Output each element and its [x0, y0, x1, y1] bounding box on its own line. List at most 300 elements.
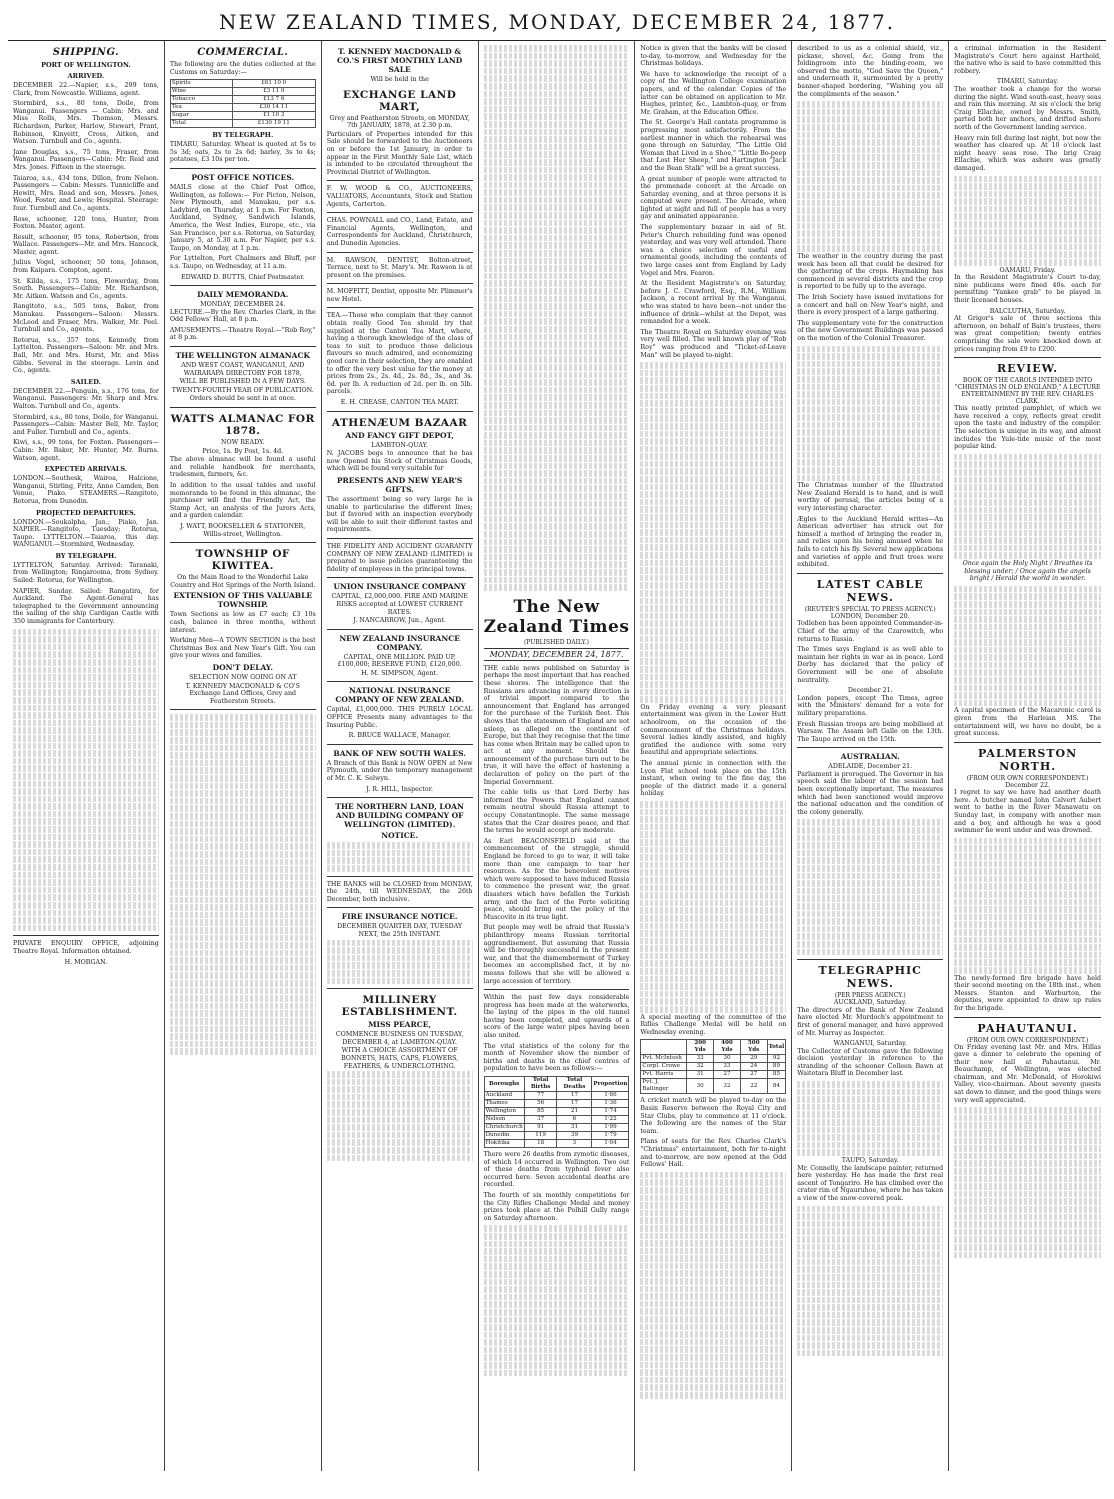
text-line [484, 288, 630, 295]
text-line [484, 75, 630, 82]
text-line [640, 560, 786, 567]
section-heading: COMMERCIAL. [197, 47, 289, 58]
text-line [170, 805, 316, 812]
text-line [170, 957, 316, 964]
text-line [484, 1317, 630, 1324]
text-line [13, 788, 159, 795]
text-line [797, 467, 943, 474]
paragraph: The Theatre Royal on Saturday evening was very well filled. The well known play of "Rob Roy" was produced and "Ticket-of-Leave Man" will be played to-night. [640, 328, 787, 359]
text-line [954, 921, 1101, 928]
text-line [170, 980, 316, 987]
text-line [170, 828, 316, 835]
text-line [954, 586, 1101, 593]
paragraph: On Friday evening a very pleasant entertainment was given in the Lower Hutt schoolroom, on the occasion of the commencement of the Christmas holidays. Several ladies kindly assisted, and highly gratified the audience with some very beautiful and appropriate selections. [640, 703, 787, 757]
text-line [640, 1346, 786, 1353]
nz-insurance-line: CAPITAL, ONE MILLION. PAID UP, £100,000; RESERVE FUND, £120,000. [337, 653, 462, 669]
paragraph: AMUSEMENTS.—Theatre Royal.—"Rob Roy," at 8 p.m. [169, 326, 316, 342]
text-line [13, 781, 159, 788]
millinery-name: MISS PEARCE, [368, 1020, 432, 1030]
text-line [954, 952, 1101, 959]
paragraph: The cable tells us that Lord Derby has informed the Powers that England cannot remain neutral should Russia attempt to occupy Constantinople. The same message states that the Czar desires peace, and that the terms he would accept are moderate. [483, 789, 630, 835]
nz-insurance-agent: H. M. SIMPSON, Agent. [361, 669, 439, 677]
text-line [170, 1048, 316, 1055]
text-line [640, 628, 786, 635]
text-line [797, 147, 943, 154]
ad-wood: F. W. WOOD & CO., AUCTIONEERS, VALUATORS, Accountants, Stock and Station Agents, Carterton. [326, 185, 473, 208]
text-line [640, 877, 786, 884]
column-provincial [949, 41, 1106, 1471]
text-line [640, 400, 786, 407]
ad-banks-closed: THE BANKS will be CLOSED from MONDAY, the 24th, till WEDNESDAY, the 26th December, both inclusive. [326, 880, 473, 903]
text-line [13, 735, 159, 742]
text-line [954, 213, 1101, 220]
text-line [484, 227, 630, 234]
text-line [640, 393, 786, 400]
land-sale-title: T. KENNEDY MACDONALD & CO.'S FIRST MONTHLY LAND SALE [337, 47, 463, 74]
post-office-heading: POST OFFICE NOTICES. [191, 172, 295, 182]
divider [170, 542, 316, 543]
text-line [954, 944, 1101, 951]
text-line [484, 341, 630, 348]
text-line [954, 251, 1101, 258]
review-heading: REVIEW. [997, 362, 1059, 376]
paragraph: Capital, £1,000,000. THIS PURELY LOCAL OFFICE Presents many advantages to the Insuring Public. [326, 706, 473, 729]
text-line [640, 991, 786, 998]
text-line [797, 819, 943, 826]
text-line [954, 492, 1101, 499]
paragraph: Heavy rain fell during last night, but now the weather has cleared up. At 10 o'clock last night heavy seas rose. The brig Craig Ellachie, which was ashore was greatly damaged. [954, 134, 1101, 172]
text-line [484, 1324, 630, 1331]
text-line [954, 198, 1101, 205]
text-line [13, 849, 159, 856]
text-line [954, 1138, 1101, 1145]
watts-price: Price, 1s. By Post, 1s. 4d. [202, 447, 284, 455]
text-line [640, 1187, 786, 1194]
text-line [484, 1256, 630, 1263]
text-line [484, 45, 630, 52]
divider [327, 411, 473, 412]
table-row [641, 1063, 786, 1071]
text-line [640, 468, 786, 475]
text-line [170, 729, 316, 736]
text-line [484, 372, 630, 379]
text-line [797, 1342, 943, 1349]
table-row [170, 112, 315, 120]
text-line [484, 394, 630, 401]
divider [327, 252, 473, 253]
text-line [797, 1236, 943, 1243]
text-line [170, 1018, 316, 1025]
table-cell: Pvt. J. Ballinger [641, 1079, 687, 1094]
text-line [797, 835, 943, 842]
text-line [797, 475, 943, 482]
text-line [484, 1370, 630, 1377]
table-cell: 22 [740, 1079, 767, 1094]
paragraph: Julius Vogel, schooner, 50 tons, Johnson, from Kaipara. Compton, agent. [13, 259, 159, 275]
text-line [484, 1332, 630, 1339]
text-line [797, 1127, 943, 1134]
divider [327, 212, 473, 213]
text-line [954, 1236, 1101, 1243]
text-line [797, 1119, 943, 1126]
table-cell: Nelson [484, 1116, 524, 1124]
township-line: SELECTION NOW GOING ON AT [189, 673, 297, 681]
text-line [640, 582, 786, 589]
divider [13, 935, 159, 936]
table-row [641, 1055, 786, 1063]
text-line [640, 907, 786, 914]
table-cell: Total Deaths [557, 1077, 592, 1092]
text-line [484, 501, 630, 508]
text-line [640, 605, 786, 612]
table-cell: 500 Yds [740, 1040, 767, 1055]
text-line [484, 159, 630, 166]
text-line [954, 221, 1101, 228]
text-line [13, 750, 159, 757]
divider [327, 876, 473, 877]
text-line [640, 983, 786, 990]
text-line [484, 387, 630, 394]
text-line [13, 636, 159, 643]
subheading: EXPECTED ARRIVALS. [44, 465, 128, 474]
paragraph: The Christmas number of the Illustrated New Zealand Herald is to hand, and is well worthy of perusal, the articles being of a very interesting character. [797, 482, 944, 513]
ad-signature: H. MORGAN. [64, 958, 108, 966]
text-line [954, 593, 1101, 600]
text-line [170, 783, 316, 790]
dateline: TIMARU, Saturday. [996, 78, 1059, 86]
text-line [170, 935, 316, 942]
ad-tea: TEA.—Those who complain that they cannot obtain really Good Tea should try that supplied at the Canton Tea Mart, where, having a thorough knowledge of the class of teas to suit to produce those delicious flavours so much admired, and economizing good care in their selection, they are enabled to offer the very best value for the money at prices from 2s., 2s. 4d., 2s. 8d., 3s., and 3s. 6d. per lb. A reduction of 2d. per lb. on 5lb. parcels. [326, 312, 473, 396]
subheading: BY TELEGRAPH. [212, 131, 274, 140]
text-line [797, 1142, 943, 1149]
text-line [640, 590, 786, 597]
text-line [484, 554, 630, 561]
text-line [170, 859, 316, 866]
page-masthead: NEW ZEALAND TIMES, MONDAY, DECEMBER 24, 1877. [8, 8, 1106, 41]
table-row [170, 88, 315, 96]
table-header [484, 1077, 629, 1092]
text-line [170, 889, 316, 896]
text-line [954, 1191, 1101, 1198]
text-line [327, 1124, 473, 1131]
text-line [640, 674, 786, 681]
paragraph: N. JACOBS begs to announce that he has now Opened his Stock of Christmas Goods, which will be found very suitable for [326, 450, 473, 473]
carol-verse: Once again the Holy Night / Breathes its blessing under; / Once again the angels bright / Herald the world in wonder. [962, 560, 1093, 583]
cable-dateline: LONDON, December 20. [830, 612, 910, 620]
text-line [640, 1233, 786, 1240]
text-line [954, 1183, 1101, 1190]
paragraph: A Branch of this Bank is NOW OPEN at New Plymouth, under the temporary management of Mr. C. K. Selwyn. [326, 759, 473, 783]
table-cell: Wellington [484, 1108, 524, 1116]
divider [327, 180, 473, 181]
newspaper-nameplate: The New Zealand Times [483, 596, 630, 637]
text-line [954, 669, 1101, 676]
text-line [797, 1319, 943, 1326]
text-line [484, 1354, 630, 1361]
text-line [797, 1096, 943, 1103]
divider [170, 709, 316, 710]
text-line [954, 1122, 1101, 1129]
text-line [797, 857, 943, 864]
text-line [954, 514, 1101, 521]
text-line [797, 437, 943, 444]
text-line [327, 1109, 473, 1116]
township-line: DON'T DELAY. [212, 662, 273, 672]
text-line [13, 743, 159, 750]
text-line [640, 960, 786, 967]
text-line [797, 132, 943, 139]
text-line [484, 1241, 630, 1248]
divider [170, 407, 316, 408]
text-line [640, 1301, 786, 1308]
table-row [484, 1132, 629, 1140]
text-line [954, 477, 1101, 484]
pahautanui-heading: PAHAUTANUI. [977, 1021, 1078, 1035]
table-row [170, 120, 315, 128]
text-line [13, 811, 159, 818]
text-line [797, 200, 943, 207]
paragraph: Ægles to the Auckland Herald writes—An American advertiser has struck out for himself a method of bringing the reader in, and relies upon his being amused when he fails to catch his fly. Several new applications and varieties of apple and fruit trees were exhibited. [797, 515, 944, 569]
text-line [640, 522, 786, 529]
text-line [484, 91, 630, 98]
text-line [640, 1263, 786, 1270]
table-cell: £3 11 0 [232, 88, 315, 96]
text-line [640, 415, 786, 422]
text-line [327, 850, 473, 857]
table-cell: 1·22 [592, 1116, 629, 1124]
divider [170, 285, 316, 286]
union-insurance-title: UNION INSURANCE COMPANY [333, 582, 466, 592]
almanack-title: THE WELLINGTON ALMANACK [175, 351, 310, 361]
text-line [13, 659, 159, 666]
text-line [484, 417, 630, 424]
ad-private-enquiry: PRIVATE ENQUIRY OFFICE, adjoining Theatre Royal. Information obtained. [13, 940, 159, 955]
text-line [954, 876, 1101, 883]
text-line [640, 1316, 786, 1323]
text-line [170, 927, 316, 934]
text-line [170, 714, 316, 721]
paragraph: But people may well be afraid that Russia's philanthropy means Russian territorial aggrandisement. But assuming that Russia will be thoroughly successful in the present war, and that the dismemberment of Turkey becomes an accomplished fact, it by no means follows that she will be allowed a large accession of territory. [483, 924, 630, 985]
paragraph: The vital statistics of the colony for the month of November show the number of births and deaths in the chief centres of population to have been as follows:— [483, 1042, 630, 1073]
text-line [484, 250, 630, 257]
table-cell: 32 [687, 1063, 714, 1071]
text-line [484, 425, 630, 432]
text-line [13, 879, 159, 886]
township-line: On the Main Road to the Wonderful Lake Country and Hot Springs of the North Island. [170, 574, 316, 589]
text-line [640, 575, 786, 582]
text-line [170, 1010, 316, 1017]
telegraphic-dateline: WANGANUI, Saturday. [833, 1040, 907, 1048]
text-line [327, 1094, 473, 1101]
paragraph: We have to acknowledge the receipt of a copy of the Wellington College examination papers, and of the calendar. Copies of the latter can be obtained on application to Mr. Hughes, printer, &c., Lambton-quay, or from Mr. Graham, at the Education Office. [640, 70, 787, 116]
divider [327, 307, 473, 308]
text-line [640, 1369, 786, 1376]
table-row [484, 1108, 629, 1116]
text-line [13, 651, 159, 658]
table-cell: Dunedin [484, 1132, 524, 1140]
table-cell: Hokitika [484, 1140, 524, 1148]
text-line [954, 654, 1101, 661]
text-line [484, 516, 630, 523]
paragraph: In addition to the usual tables and useful memoranda to be found in this almanac, the purchaser will find the Friendly Act, the Stamp Act, an analysis of the Jurors Acts, and a garden calendar. [169, 482, 316, 520]
paragraph: TIMARU, Saturday. Wheat is quoted at 5s to 5s 3d; oats, 2s to 2s 6d; barley, 3s to 4s; potatoes, £3 10s per ton. [169, 141, 316, 164]
text-line [640, 446, 786, 453]
table-row [170, 96, 315, 104]
text-line [797, 109, 943, 116]
township-line: T. KENNEDY MACDONALD & CO'S Exchange Land Offices, Grey and Featherston Streets. [185, 682, 300, 705]
text-line [13, 720, 159, 727]
northern-land-title: THE NORTHERN LAND, LOAN AND BUILDING COMPANY OF WELLINGTON (LIMITED). [335, 802, 464, 830]
text-line [640, 1006, 786, 1013]
text-line [797, 1335, 943, 1342]
table-cell: 77 [524, 1092, 557, 1100]
text-line [640, 1278, 786, 1285]
table-cell: 21 [557, 1108, 592, 1116]
table-cell: 30 [687, 1079, 714, 1094]
text-line [797, 926, 943, 933]
table-cell: 27 [740, 1071, 767, 1079]
paragraph: The weather in the country during the past week has been all that could be desired for the gathering of the crops. Haymaking has commenced in several districts and the crop is reported to be fully up to the average. [797, 253, 944, 291]
table-cell: Proportion [592, 1077, 629, 1092]
text-line [640, 953, 786, 960]
table-cell: 3 [557, 1140, 592, 1148]
text-line [484, 212, 630, 219]
rifle-scores-table [640, 1039, 786, 1094]
cable-news-heading: LATEST CABLE NEWS. [816, 577, 924, 604]
paragraph: Jane Douglas, s.s., 75 tons, Fraser, from Wanganui. Passengers—Cabin: Mr. Reid and Mrs. Jones. Fifteen in the steerage. [13, 148, 159, 171]
table-row [641, 1079, 786, 1094]
paragraph: Within the past few days considerable progress has been made at the waterworks, the laying of the pipes in the old tunnel having been completed, and upwards of a score of the large water pipes having been also united. [483, 994, 630, 1040]
text-line [484, 129, 630, 136]
text-line [954, 537, 1101, 544]
paragraph: For Lyttelton, Port Chalmers and Bluff, per s.s. Taupo, on Wednesday, at 11 a.m. [169, 255, 316, 270]
text-line [954, 906, 1101, 913]
text-line [484, 303, 630, 310]
text-line [797, 245, 943, 252]
text-line [484, 296, 630, 303]
divider [327, 629, 473, 630]
table-cell: £130 19 11 [232, 120, 315, 128]
text-line [327, 955, 473, 962]
pahautanui-sub: (FROM OUR OWN CORRESPONDENT.) [966, 1036, 1089, 1044]
section-heading: SHIPPING. [52, 47, 120, 58]
text-line [797, 429, 943, 436]
table-cell: Pvt. McIntosh [641, 1055, 687, 1063]
text-line [797, 1251, 943, 1258]
text-line [954, 838, 1101, 845]
text-line [484, 539, 630, 546]
text-line [484, 182, 630, 189]
divider [170, 168, 316, 169]
paragraph: Working Men—A TOWN SECTION is the best Christmas Box and New Year's Gift. You can give your wives and families. [169, 637, 316, 660]
text-line [640, 1225, 786, 1232]
text-line [797, 880, 943, 887]
divider [327, 988, 473, 989]
text-line [797, 116, 943, 123]
text-line [797, 459, 943, 466]
text-line [484, 273, 630, 280]
text-line [13, 894, 159, 901]
paragraph: The following are the duties collected at the Customs on Saturday:— [169, 61, 316, 76]
table-cell: 29 [740, 1055, 767, 1063]
paragraph: Parliament is prorogued. The Governor in his speech said the labour of the session had been exceptionally important. The measures which had been sanctioned would improve the national education and the condition of the colony generally. [797, 770, 944, 816]
text-line [13, 727, 159, 734]
text-line [797, 1089, 943, 1096]
text-line [327, 1079, 473, 1086]
table-row [170, 104, 315, 112]
text-line [797, 1274, 943, 1281]
paragraph: The Collector of Customs gave the following decision yesterday in reference to the stranding of the schooner Colleen Bawn at Waitotara Bluff in December last. [797, 1047, 944, 1078]
text-line [797, 1134, 943, 1141]
text-line [640, 1293, 786, 1300]
text-line [797, 941, 943, 948]
text-line [484, 1347, 630, 1354]
text-line [797, 177, 943, 184]
national-insurance-manager: R. BRUCE WALLACE, Manager. [348, 732, 451, 740]
paragraph: Rangitoto, s.s., 505 tons, Baker, from Manukau. Passengers—Saloon: Messrs. McLeod and Fraser, Mrs. Walker, Mr. Peel. Turnbull and Co., agents. [13, 303, 159, 334]
text-line [797, 170, 943, 177]
text-line [170, 866, 316, 873]
text-line [954, 507, 1101, 514]
text-line [484, 280, 630, 287]
text-line [484, 546, 630, 553]
text-line [13, 902, 159, 909]
text-line [640, 666, 786, 673]
paragraph: At the Resident Magistrate's on Saturday, before J. C. Crawford, Esq., R.M., William Jackson, a recent arrival by the Wanganui, who was stated to have been—not under the influence of drink—whilst at the Depot, was remanded for a week. [640, 280, 787, 326]
table-header [641, 1040, 786, 1055]
athenaeum-line: LAMBTON-QUAY. [371, 441, 428, 449]
athenaeum-sub: AND FANCY GIFT DEPOT, [345, 430, 454, 440]
text-line [797, 850, 943, 857]
text-line [640, 385, 786, 392]
text-line [640, 598, 786, 605]
text-line [327, 1147, 473, 1154]
text-line [954, 1153, 1101, 1160]
table-row [484, 1100, 629, 1108]
text-line [797, 1327, 943, 1334]
table-cell: 85 [767, 1071, 786, 1079]
paragraph: The Times says England is as well able to maintain her rights in war as in peace. Lord Derby has declared that the policy of Government will be one of absolute neutrality. [797, 646, 944, 684]
paragraph: The weather took a change for the worse during the night. Wind south-east, heavy seas and rain this morning. At six o'clock the brig Craig Ellachie, owned by Messrs. Smith, parted both her anchors, and drifted ashore north of the Government landing service. [954, 85, 1101, 131]
paragraph: DECEMBER 22.—Napier, s.s., 299 tons, Clark, from Newcastle. Williams, agent. [13, 82, 159, 97]
text-line [484, 318, 630, 325]
paragraph: The assortment being so very large he is unable to particularise the different lines; but if favored with an inspection everybody will be able to suit their different tastes and requirements. [326, 495, 473, 534]
ad-pownall: CHAS. POWNALL and CO., Land, Estate, and Financial Agents, Wellington, and Correspondents for Auckland, Christchurch, and Dunedin Agencies. [326, 217, 473, 247]
text-line [797, 933, 943, 940]
text-line [797, 827, 943, 834]
text-line [484, 174, 630, 181]
watts-line: NOW READY. [221, 439, 265, 447]
table-cell: Pvt. Harris [641, 1071, 687, 1079]
text-line [484, 151, 630, 158]
text-line [954, 845, 1101, 852]
text-line [797, 918, 943, 925]
table-cell: Auckland [484, 1092, 524, 1100]
paragraph: Town Sections as low as £7 each; £3 10s cash, balance in three months, without interest. [169, 611, 316, 634]
text-line [484, 242, 630, 249]
text-line [484, 220, 630, 227]
text-line [640, 423, 786, 430]
text-line [484, 364, 630, 371]
text-line [640, 854, 786, 861]
text-line [640, 930, 786, 937]
union-insurance-agent: J. NANCARROW, Jun., Agent. [353, 617, 446, 625]
text-line [640, 1195, 786, 1202]
text-line [13, 796, 159, 803]
text-line [484, 1248, 630, 1255]
text-line [327, 865, 473, 872]
text-line [640, 923, 786, 930]
